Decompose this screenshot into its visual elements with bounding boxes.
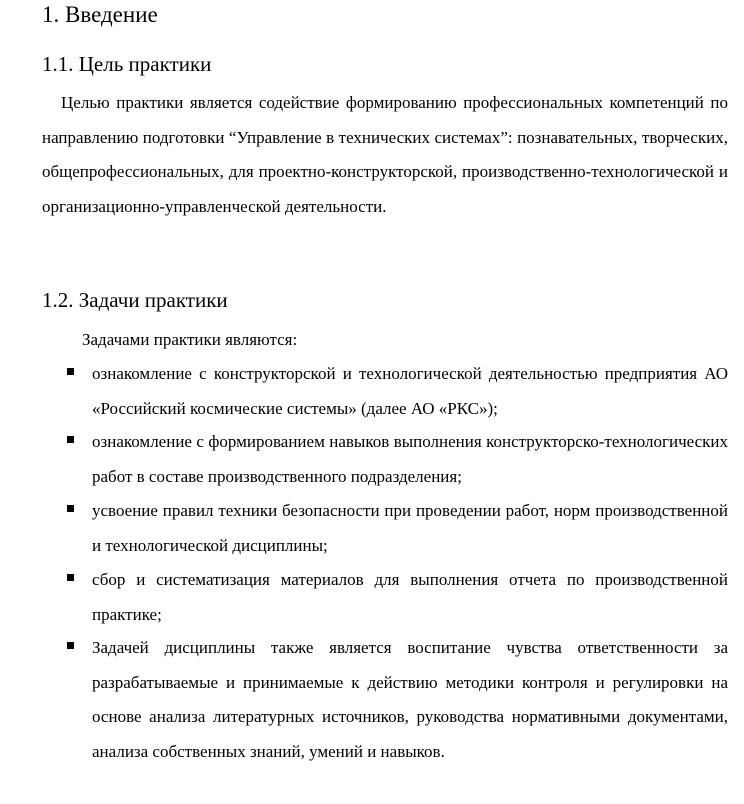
list-item-text: усвоение правил техники безопасности при проведении работ, норм производственной и технологической дисциплины; <box>92 501 728 555</box>
list-item-text: ознакомление с формированием навыков выполнения конструкторско-технологических работ в составе производственного подразделения; <box>92 432 728 486</box>
list-item-text: ознакомление с конструкторской и технологической деятельностью предприятия АО «Российский космические системы» (далее АО «РКС»); <box>92 364 728 418</box>
goal-heading: 1.1. Цель практики <box>42 52 212 76</box>
goal-paragraph: Целью практики является содействие формированию профессиональных компетенций по направлению подготовки “Управление в технических системах”: познавательных, творческих, общепрофессиональных, для проектно-конструкторской, производственно-технологической и организационно-управленческой деятельности. <box>42 93 728 216</box>
list-item-text: сбор и систематизация материалов для выполнения отчета по производственной практике; <box>92 570 728 624</box>
square-bullet-icon <box>67 574 74 581</box>
square-bullet-icon <box>67 436 74 443</box>
tasks-intro: Задачами практики являются: <box>82 330 298 349</box>
square-bullet-icon <box>67 642 74 649</box>
section-title: 1. Введение <box>42 2 158 27</box>
square-bullet-icon <box>67 505 74 512</box>
tasks-heading: 1.2. Задачи практики <box>42 288 228 312</box>
list-item-text: Задачей дисциплины также является воспитание чувства ответственности за разрабатываемые и принимаемые к действию методики контроля и регулировки на основе анализа литературных источников, руководства нормативными документами, анализа собственных знаний, умений и навыков. <box>92 638 728 761</box>
square-bullet-icon <box>67 368 74 375</box>
